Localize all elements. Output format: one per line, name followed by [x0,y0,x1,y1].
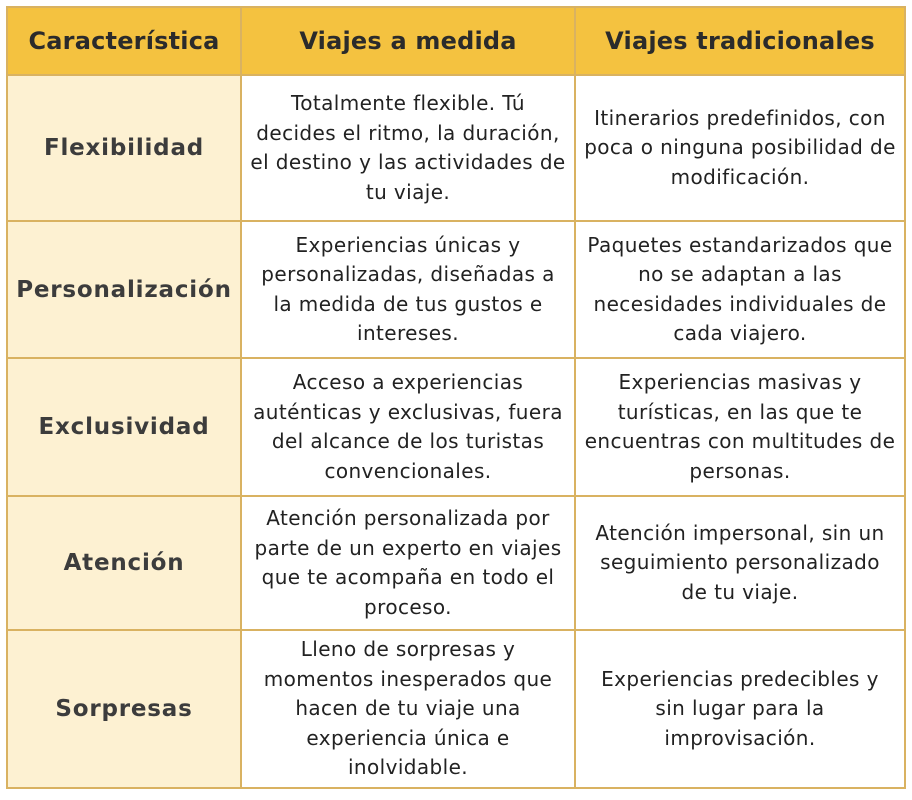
custom-travel-cell: Atención personalizada por parte de un experto en viajes que te acompaña en todo el proceso. [241,496,575,630]
feature-cell: Personalización [7,221,241,358]
header-viajes-tradicionales: Viajes tradicionales [575,7,905,75]
comparison-table-container [6,6,904,785]
feature-cell: Atención [7,496,241,630]
traditional-travel-cell: Itinerarios predefinidos, con poca o ninguna posibilidad de modificación. [575,75,905,221]
traditional-travel-cell: Paquetes estandarizados que no se adaptan a las necesidades individuales de cada viajero. [575,221,905,358]
table-row [7,358,905,496]
table-row [7,75,905,221]
header-viajes-a-medida: Viajes a medida [241,7,575,75]
custom-travel-cell: Acceso a experiencias auténticas y exclusivas, fuera del alcance de los turistas convencionales. [241,358,575,496]
header-row [7,7,905,75]
feature-cell: Sorpresas [7,630,241,788]
feature-cell: Exclusividad [7,358,241,496]
table-row [7,221,905,358]
traditional-travel-cell: Experiencias predecibles y sin lugar para la improvisación. [575,630,905,788]
comparison-table [6,6,906,789]
custom-travel-cell: Totalmente flexible. Tú decides el ritmo, la duración, el destino y las actividades de tu viaje. [241,75,575,221]
custom-travel-cell: Experiencias únicas y personalizadas, diseñadas a la medida de tus gustos e intereses. [241,221,575,358]
traditional-travel-cell: Experiencias masivas y turísticas, en las que te encuentras con multitudes de personas. [575,358,905,496]
feature-cell: Flexibilidad [7,75,241,221]
traditional-travel-cell: Atención impersonal, sin un seguimiento personalizado de tu viaje. [575,496,905,630]
custom-travel-cell: Lleno de sorpresas y momentos inesperados que hacen de tu viaje una experiencia única e inolvidable. [241,630,575,788]
table-row [7,496,905,630]
header-caracteristica: Característica [7,7,241,75]
table-row [7,630,905,788]
